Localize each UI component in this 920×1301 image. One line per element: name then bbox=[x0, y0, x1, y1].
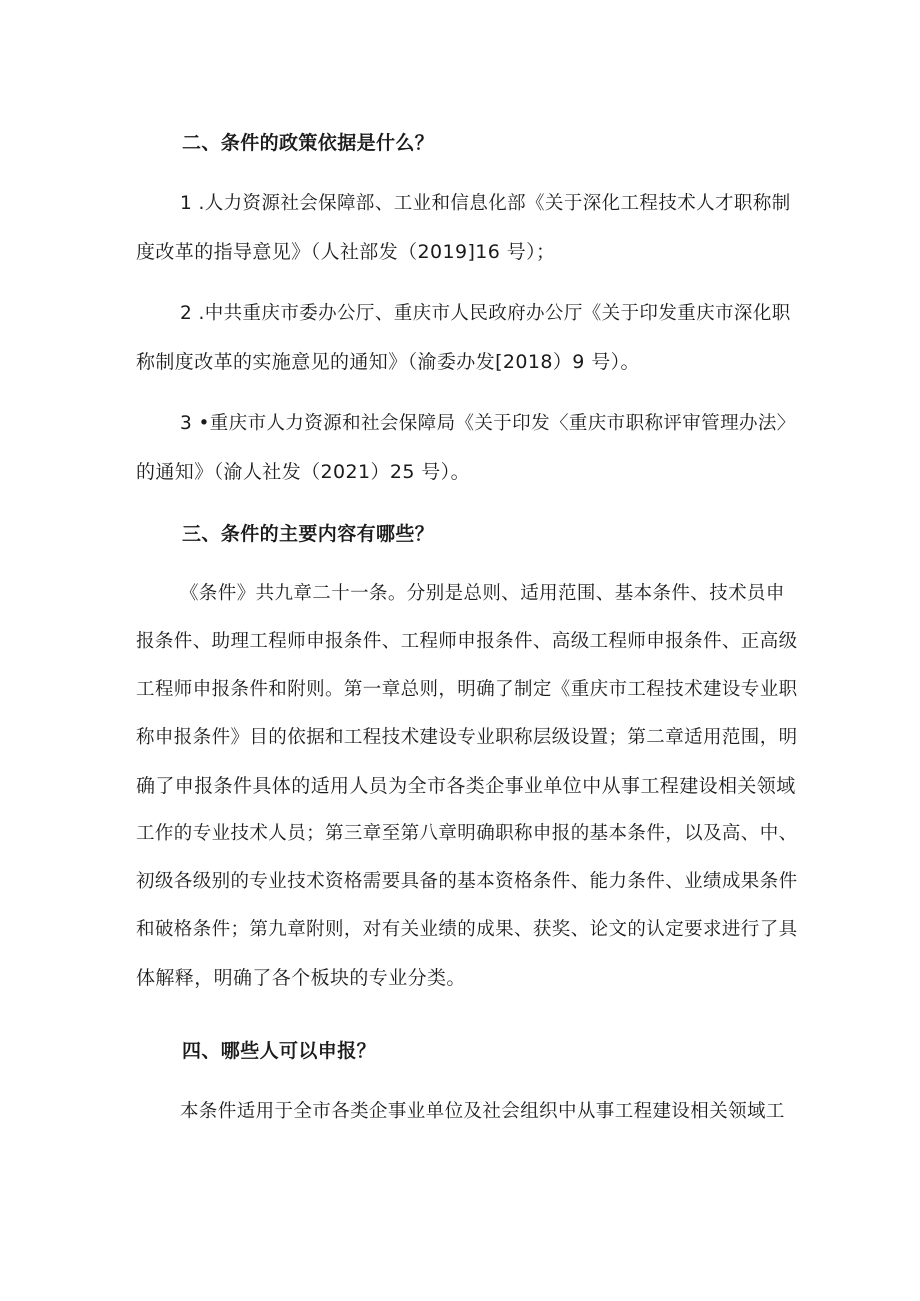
section-3-heading: 三、条件的主要内容有哪些？ bbox=[182, 523, 435, 545]
policy-item-1-line-2: 度改革的指导意见》（人社部发（2019]16 号）； bbox=[136, 241, 556, 263]
policy-item-3-line-2: 的通知》（渝人社发（2021）25 号）。 bbox=[136, 461, 470, 483]
content-paragraph-line-2: 报条件、助理工程师申报条件、工程师申报条件、高级工程师申报条件、正高级 bbox=[136, 631, 798, 652]
content-paragraph-line-7: 初级各级别的专业技术资格需要具备的基本资格条件、能力条件、业绩成果条件 bbox=[136, 871, 798, 892]
policy-item-1-line-1: 1 .人力资源社会保障部、工业和信息化部《关于深化工程技术人才职称制 bbox=[180, 193, 791, 214]
content-paragraph-line-3: 工程师申报条件和附则。第一章总则，明确了制定《重庆市工程技术建设专业职 bbox=[136, 679, 798, 700]
policy-item-2-line-2: 称制度改革的实施意见的通知》（渝委办发[2018）9 号）。 bbox=[136, 351, 640, 373]
eligibility-paragraph-line-1: 本条件适用于全市各类企事业单位及社会组织中从事工程建设相关领域工 bbox=[180, 1101, 785, 1122]
policy-item-3-line-1: 3 •重庆市人力资源和社会保障局《关于印发〈重庆市职称评审管理办法〉 bbox=[180, 413, 796, 434]
policy-item-2-line-1: 2 .中共重庆市委办公厅、重庆市人民政府办公厅《关于印发重庆市深化职 bbox=[180, 303, 791, 324]
content-paragraph-line-9: 体解释，明确了各个板块的专业分类。 bbox=[136, 967, 466, 989]
content-paragraph-line-1: 《条件》共九章二十一条。分别是总则、适用范围、基本条件、技术员申 bbox=[180, 583, 785, 604]
content-paragraph-line-5: 确了申报条件具体的适用人员为全市各类企事业单位中从事工程建设相关领域 bbox=[136, 775, 796, 797]
content-paragraph-line-6: 工作的专业技术人员；第三章至第八章明确职称申报的基本条件，以及高、中、 bbox=[136, 823, 798, 844]
section-4-heading: 四、哪些人可以申报？ bbox=[182, 1040, 377, 1062]
section-2-heading: 二、条件的政策依据是什么？ bbox=[182, 132, 435, 154]
content-paragraph-line-4: 称申报条件》目的依据和工程技术建设专业职称层级设置；第二章适用范围，明 bbox=[136, 727, 798, 748]
content-paragraph-line-8: 和破格条件；第九章附则，对有关业绩的成果、获奖、论文的认定要求进行了具 bbox=[136, 919, 798, 940]
